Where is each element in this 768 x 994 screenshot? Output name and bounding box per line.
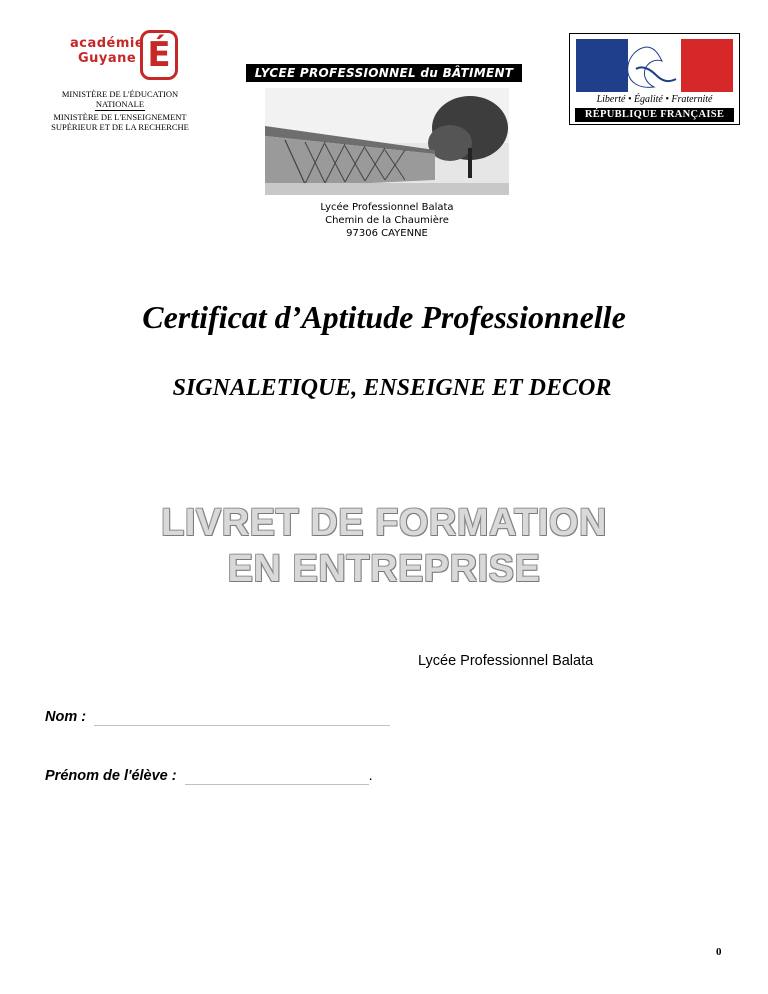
- ministere-block: [40, 89, 200, 132]
- marianne-flag-icon: [576, 39, 733, 92]
- academie-line1: académie: [70, 36, 145, 51]
- prenom-label: Prénom de l'élève :: [45, 768, 177, 784]
- republique-francaise-logo: [569, 33, 740, 125]
- academie-wordmark: [70, 36, 144, 66]
- school-building-photo: [265, 88, 509, 195]
- address-line1: Lycée Professionnel Balata: [320, 202, 454, 213]
- academie-line2: Guyane: [77, 51, 137, 66]
- academie-e-badge: É: [140, 30, 178, 80]
- ministere-superieur: MINISTÈRE DE L'ENSEIGNEMENT SUPÉRIEUR ET DE LA RECHERCHE: [51, 112, 189, 132]
- prenom-row: [45, 767, 373, 785]
- page-number: 0: [716, 946, 722, 958]
- republique-name: RÉPUBLIQUE FRANÇAISE: [575, 108, 734, 122]
- document-title: Certificat d’Aptitude Professionnelle: [142, 299, 626, 335]
- booklet-title-line2: EN ENTREPRISE: [227, 548, 541, 590]
- address-line3: 97306 CAYENNE: [346, 228, 428, 239]
- booklet-title: [0, 500, 768, 592]
- prenom-suffix: .: [368, 768, 373, 784]
- nom-field[interactable]: [94, 711, 390, 726]
- address-line2: Chemin de la Chaumière: [325, 215, 449, 226]
- specialty-title: SIGNALETIQUE, ENSEIGNE ET DECOR: [172, 375, 612, 401]
- nom-label: Nom :: [45, 709, 87, 725]
- booklet-title-line1: LIVRET DE FORMATION: [161, 502, 607, 544]
- school-banner-title: LYCEE PROFESSIONNEL du BÂTIMENT: [246, 64, 522, 82]
- school-address: [264, 201, 510, 240]
- ministere-divider: [95, 110, 145, 111]
- ministere-education: MINISTÈRE DE L'ÉDUCATION NATIONALE: [61, 89, 179, 109]
- prenom-field[interactable]: [185, 770, 369, 785]
- nom-row: [45, 708, 390, 726]
- school-name: Lycée Professionnel Balata: [418, 653, 594, 669]
- republique-motto: Liberté • Égalité • Fraternité: [596, 94, 713, 105]
